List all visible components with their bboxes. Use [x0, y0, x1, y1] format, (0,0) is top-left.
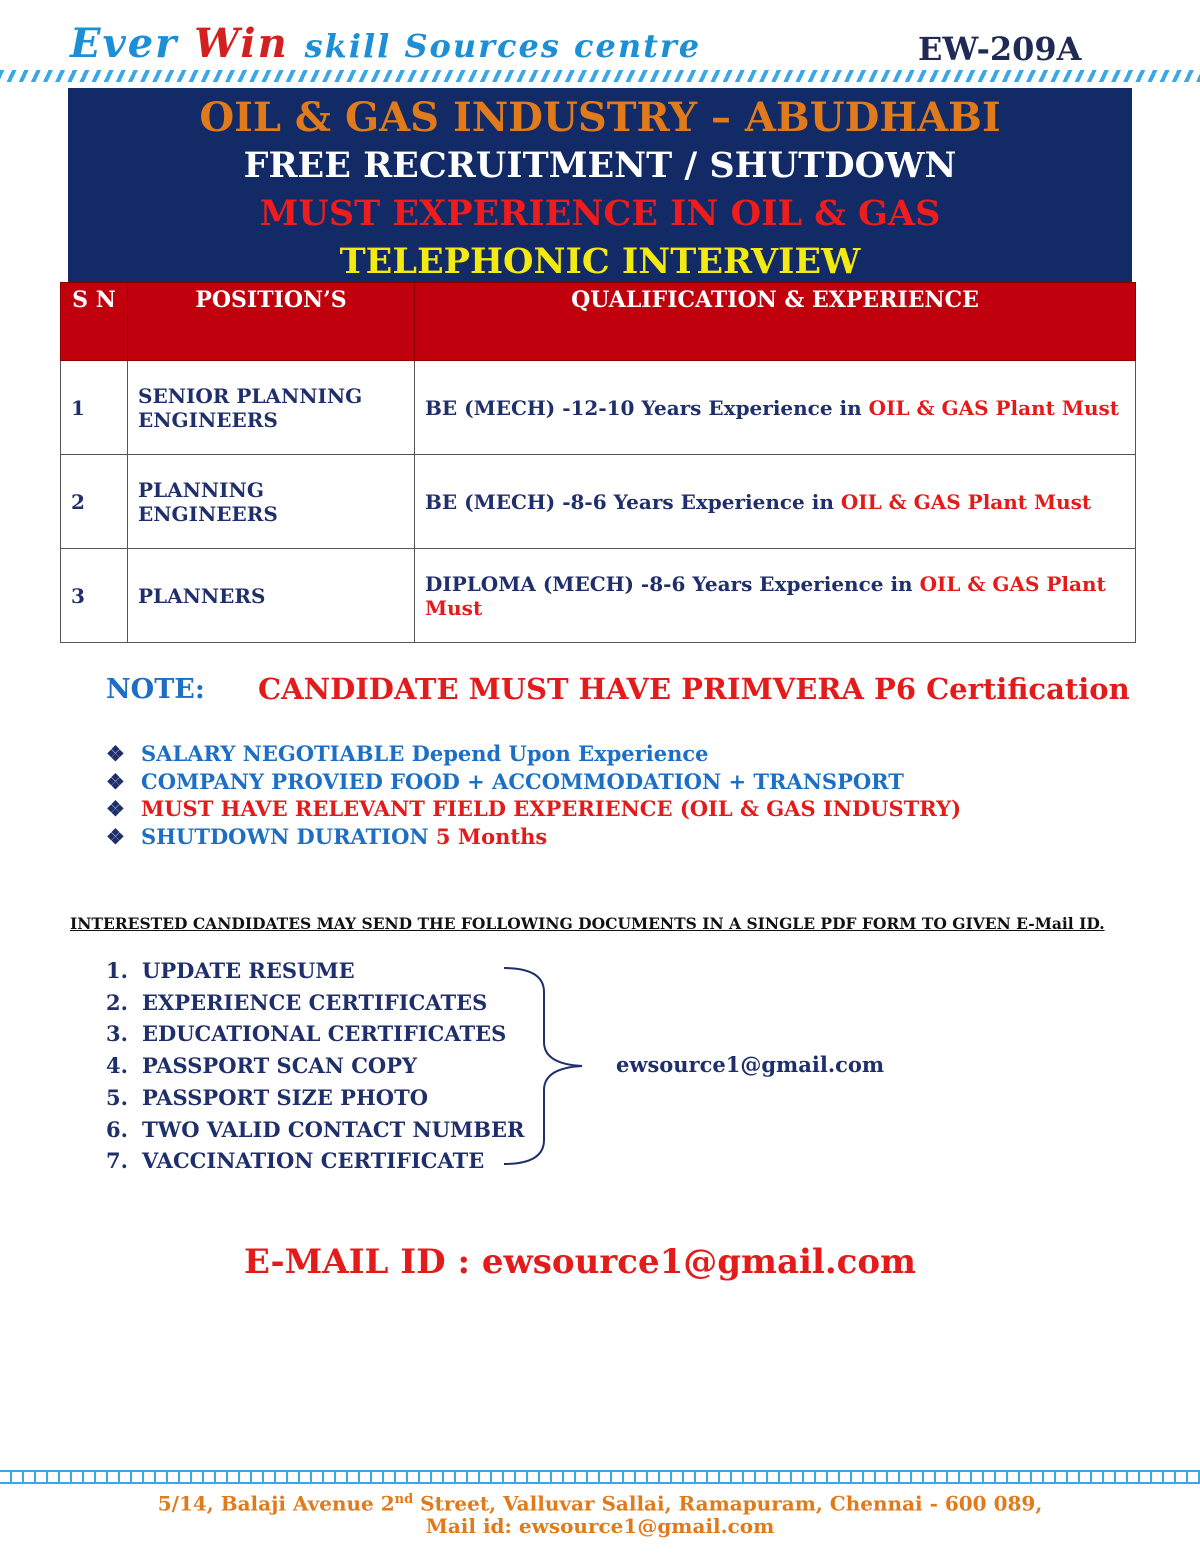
point-salary: SALARY NEGOTIABLE Depend Upon Experience: [141, 741, 709, 766]
instruction-text: INTERESTED CANDIDATES MAY SEND THE FOLLOWING DOCUMENTS IN A SINGLE PDF FORM TO GIVEN E-Mail ID.: [70, 914, 1105, 933]
list-item: [106, 795, 961, 823]
qualification-highlight: OIL & GAS Plant Must: [868, 395, 1120, 420]
list-item: 6. TWO VALID CONTACT NUMBER: [106, 1116, 525, 1142]
document-item: UPDATE RESUME: [142, 958, 355, 983]
list-item: 4. PASSPORT SCAN COPY: [106, 1053, 417, 1079]
list-item: 2. EXPERIENCE CERTIFICATES: [106, 989, 488, 1015]
document-item: TWO VALID CONTACT NUMBER: [142, 1116, 525, 1142]
curly-brace-icon: [500, 962, 600, 1172]
diamond-bullet-icon: ❖: [106, 768, 125, 794]
list-item: 1. UPDATE RESUME: [106, 958, 355, 983]
list-item: [106, 823, 961, 851]
brace-email: ewsource1@gmail.com: [616, 1052, 885, 1077]
document-item: PASSPORT SIZE PHOTO: [142, 1084, 429, 1110]
list-item: 7. VACCINATION CERTIFICATE: [106, 1148, 485, 1174]
logo-word-win: Win: [194, 20, 289, 67]
point-duration-value: 5 Months: [435, 823, 548, 849]
table-row: [61, 455, 1136, 549]
header-divider: [0, 70, 1200, 82]
header-sn: S N: [61, 283, 128, 361]
point-experience: MUST HAVE RELEVANT FIELD EXPERIENCE (OIL & GAS INDUSTRY): [141, 796, 962, 821]
documents-list: [106, 955, 524, 1177]
diamond-bullet-icon: ❖: [106, 796, 125, 821]
row-position: PLANNING ENGINEERS: [128, 455, 415, 549]
company-logo: [70, 20, 701, 67]
row-sn: 1: [61, 361, 128, 455]
positions-table: [60, 282, 1136, 643]
document-item: VACCINATION CERTIFICATE: [142, 1148, 485, 1174]
diamond-bullet-icon: ❖: [106, 741, 125, 766]
point-duration: SHUTDOWN DURATION: [141, 823, 429, 849]
list-item: 3. EDUCATIONAL CERTIFICATES: [106, 1021, 507, 1047]
title-banner: [68, 88, 1132, 284]
row-position: PLANNERS: [128, 549, 415, 643]
banner-industry: OIL & GAS INDUSTRY – ABUDHABI: [199, 94, 1001, 141]
qualification-text: DIPLOMA (MECH) -8-6 Years Experience in: [425, 571, 913, 596]
table-row: [61, 549, 1136, 643]
list-item: [106, 740, 961, 768]
banner-recruitment: FREE RECRUITMENT / SHUTDOWN: [243, 145, 957, 186]
address-superscript: nd: [394, 1492, 414, 1507]
logo-word-ever: Ever: [70, 20, 179, 67]
qualification-text: BE (MECH) -8-6 Years Experience in: [425, 489, 834, 514]
qualification-text: BE (MECH) -12-10 Years Experience in: [425, 395, 862, 420]
list-item: [106, 768, 961, 796]
row-qualification: [415, 455, 1136, 549]
qualification-highlight: OIL & GAS Plant Must: [840, 489, 1092, 514]
email-id-line: E-MAIL ID : ewsource1@gmail.com: [243, 1242, 917, 1282]
benefits-list: [106, 740, 961, 850]
table-row: [61, 361, 1136, 455]
row-qualification: [415, 549, 1136, 643]
header-qualification: QUALIFICATION & EXPERIENCE: [415, 283, 1136, 361]
banner-interview: TELEPHONIC INTERVIEW: [339, 241, 861, 282]
document-number: EW-209A: [918, 30, 1082, 68]
document-item: EXPERIENCE CERTIFICATES: [142, 989, 488, 1015]
row-position: SENIOR PLANNING ENGINEERS: [128, 361, 415, 455]
row-qualification: [415, 361, 1136, 455]
banner-must-experience: MUST EXPERIENCE IN OIL & GAS: [259, 193, 941, 234]
footer-divider: [0, 1470, 1200, 1484]
table-header-row: [61, 283, 1136, 361]
point-company: COMPANY PROVIED FOOD + ACCOMMODATION + TRANSPORT: [141, 768, 904, 794]
address-part1: 5/14, Balaji Avenue 2: [157, 1491, 395, 1516]
footer-mail: Mail id: ewsource1@gmail.com: [425, 1514, 775, 1538]
row-sn: 2: [61, 455, 128, 549]
row-sn: 3: [61, 549, 128, 643]
note-label: NOTE:: [106, 674, 205, 705]
logo-word-rest: skill Sources centre: [304, 27, 702, 65]
document-item: PASSPORT SCAN COPY: [142, 1053, 417, 1079]
document-item: EDUCATIONAL CERTIFICATES: [142, 1021, 507, 1047]
diamond-bullet-icon: ❖: [106, 823, 125, 849]
qualification-highlight: OIL & GAS Plant Must: [425, 571, 1106, 620]
address-part2: Street, Valluvar Sallai, Ramapuram, Chennai - 600 089,: [413, 1491, 1043, 1516]
list-item: 5. PASSPORT SIZE PHOTO: [106, 1084, 429, 1110]
note-text: CANDIDATE MUST HAVE PRIMVERA P6 Certification: [258, 672, 1130, 706]
header-position: POSITION’S: [128, 283, 415, 361]
